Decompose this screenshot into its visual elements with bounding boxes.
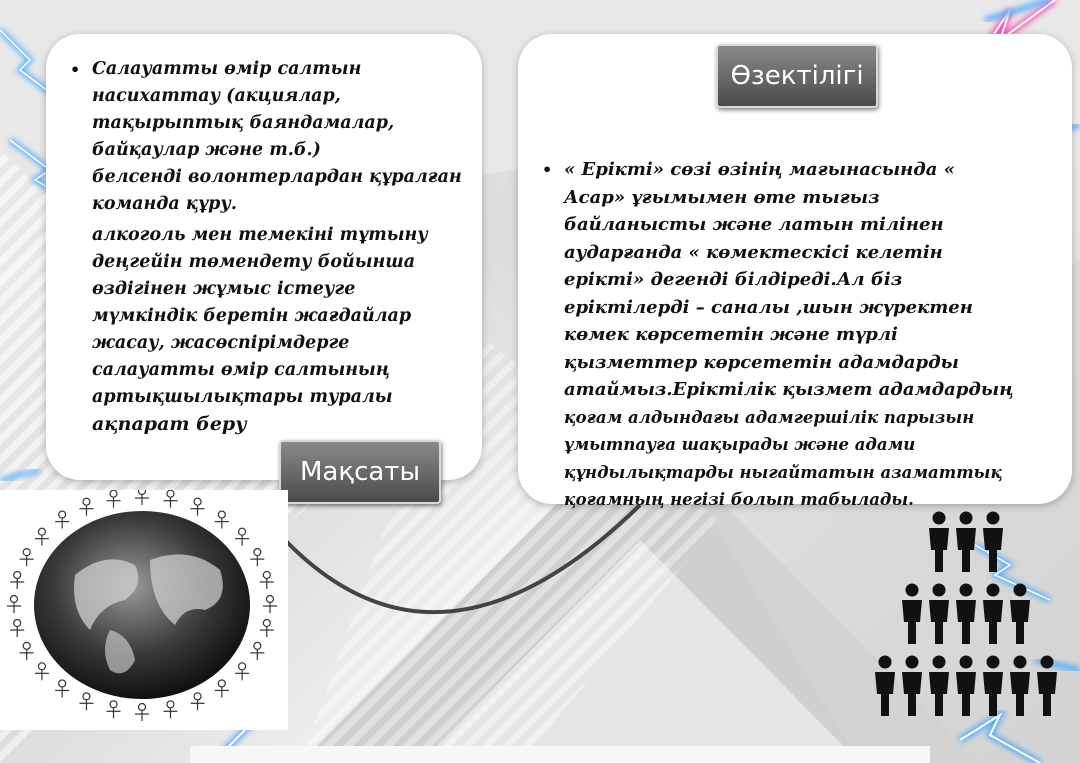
person-figure-body [902, 600, 922, 644]
person-figure-head [960, 512, 973, 525]
goal-line: алкоголь мен темекіні тұтыну [92, 225, 428, 245]
person-figure-body [983, 528, 1003, 572]
person-figure-head [906, 584, 919, 597]
child-figure-head [38, 663, 45, 670]
person-figure-head [987, 656, 1000, 669]
child-figure-head [218, 511, 225, 518]
person-figure-body [956, 528, 976, 572]
child-figure-head [194, 498, 201, 505]
child-figure-head [267, 596, 274, 603]
child-figure-head [239, 528, 246, 535]
child-figure-head [254, 549, 261, 556]
person-figure-head [960, 656, 973, 669]
goal-line: тақырыптық баяндамалар, [92, 113, 395, 133]
goal-line: насихаттау (акциялар, [92, 86, 341, 106]
relevance-line: құндылықтарды ныгайтатын азаматтық [564, 462, 1003, 482]
goal-line: белсенді волонтерлардан құралған [92, 167, 462, 187]
person-figure-body [983, 600, 1003, 644]
bottom-bar [190, 746, 930, 763]
relevance-line: көмек көрсететін және түрлі [564, 324, 898, 345]
child-figure-head [23, 642, 30, 649]
person-figure-body [929, 528, 949, 572]
person-figure-body [1010, 672, 1030, 716]
relevance-line: ұмытпауға шақырады және адами [564, 435, 916, 454]
person-figure-head [879, 656, 892, 669]
globe-with-children-icon [0, 490, 288, 730]
goal-line: байқаулар және т.б.) [92, 140, 321, 160]
person-figure-body [956, 672, 976, 716]
relevance-label: Өзектілігі [716, 44, 878, 108]
child-figure-head [59, 680, 66, 687]
person-figure-body [929, 672, 949, 716]
goal-line: • Салауатты өмір салтын [92, 56, 464, 83]
goal-line: ақпарат беру [92, 413, 247, 435]
relevance-line: қызметтер көрсететін адамдарды [564, 351, 959, 373]
child-figure-head [218, 680, 225, 687]
person-figure-head [960, 584, 973, 597]
child-figure-head [254, 642, 261, 649]
person-figure-body [875, 672, 895, 716]
child-figure-head [110, 701, 117, 708]
child-figure-head [139, 704, 146, 711]
child-figure-head [110, 490, 117, 497]
person-figure-head [987, 512, 1000, 525]
relevance-line: қоғам алдындағы адамгершілік парызын [564, 407, 975, 427]
child-figure-head [167, 701, 174, 708]
person-figure-head [933, 656, 946, 669]
relevance-line: атаймыз.Еріктілік қызмет адамдардың [564, 379, 1014, 400]
child-figure-head [23, 549, 30, 556]
child-figure-head [194, 693, 201, 700]
goal-line: деңгейін төмендету бойынша [92, 252, 416, 272]
person-figure-head [933, 512, 946, 525]
child-figure-head [11, 596, 18, 603]
person-figure-body [1037, 672, 1057, 716]
goal-line: мүмкіндік беретін жағдайлар [92, 306, 412, 326]
child-figure-head [83, 693, 90, 700]
relevance-line: Асар» ұғымымен өте тығыз [564, 186, 880, 208]
relevance-paragraph [564, 156, 1044, 514]
person-figure-body [1010, 600, 1030, 644]
person-figure-head [906, 656, 919, 669]
person-figure-head [1014, 656, 1027, 669]
child-figure-head [263, 571, 270, 578]
child-figure-head [139, 490, 146, 495]
person-figure-head [987, 584, 1000, 597]
child-figure-head [83, 498, 90, 505]
person-figure-head [1041, 656, 1054, 669]
person-figure-body [902, 672, 922, 716]
relevance-line: қоғамның негізі болып табылады. [564, 490, 914, 509]
goal-line: артықшылықтары туралы [92, 387, 393, 407]
person-figure-head [933, 584, 946, 597]
globe-illustration [0, 490, 288, 730]
relevance-line: байланысты және латын тілінен [564, 214, 944, 235]
goal-line: жасау, жасөспірімдерге [92, 333, 350, 353]
relevance-line: • « Ерікті» сөзі өзінің мағынасында « [564, 156, 1044, 184]
goal-line: салауатты өмір салтының [92, 360, 390, 380]
person-figure-body [929, 600, 949, 644]
goals-card [46, 34, 482, 480]
child-figure-head [263, 620, 270, 627]
person-figure-head [1014, 584, 1027, 597]
person-figure-body [956, 600, 976, 644]
child-figure-head [239, 663, 246, 670]
relevance-line: ерікті» дегенді білдіреді.Ал біз [564, 269, 903, 290]
people-pyramid-icon [868, 510, 1064, 726]
relevance-line: аударғанда « көмектескісі келетін [564, 241, 943, 263]
goals-list [92, 56, 464, 438]
person-figure-body [983, 672, 1003, 716]
relevance-line: еріктілерді – саналы ,шын жүректен [564, 296, 973, 318]
child-figure-head [38, 528, 45, 535]
child-figure-head [59, 511, 66, 518]
child-figure-head [14, 620, 21, 627]
child-figure-head [14, 571, 21, 578]
goal-line: команда құру. [92, 194, 237, 214]
goals-label: Мақсаты [279, 440, 441, 504]
child-figure-head [167, 490, 174, 497]
goal-line: өздігінен жұмыс істеуге [92, 279, 356, 299]
